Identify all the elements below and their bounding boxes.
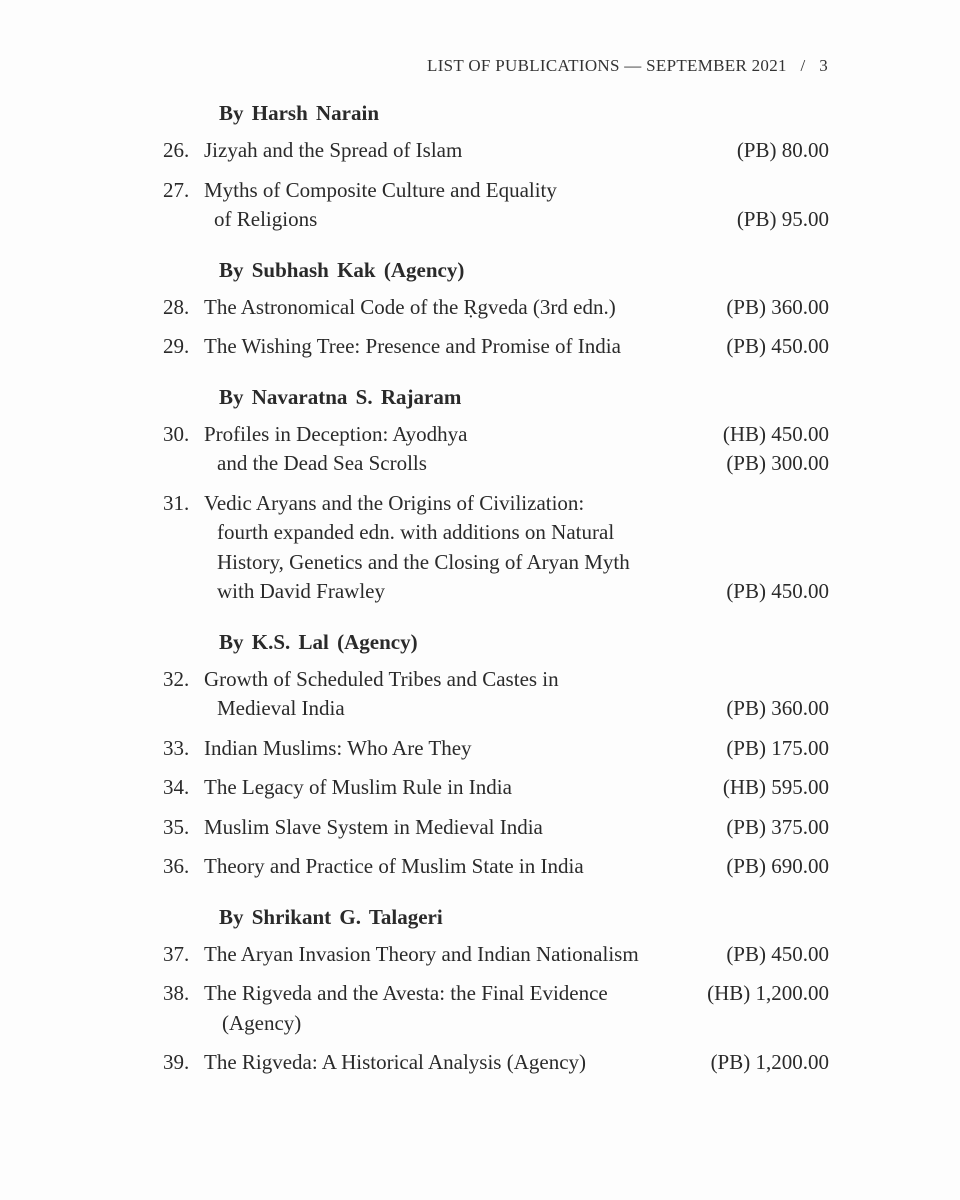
entry-price: (HB) 1,200.00 bbox=[707, 981, 829, 1005]
entry-number: 38. bbox=[163, 981, 190, 1005]
entry-title: and the Dead Sea Scrolls bbox=[217, 451, 427, 475]
entry-title: Profiles in Deception: Ayodhya bbox=[204, 421, 468, 446]
entry-title: The Legacy of Muslim Rule in India bbox=[204, 775, 512, 799]
entry-number: 26. bbox=[163, 138, 190, 162]
entry-number: 29. bbox=[163, 334, 190, 358]
entry-line bbox=[163, 489, 829, 519]
entry-title: Medieval India bbox=[217, 696, 345, 720]
publication-entry bbox=[163, 136, 829, 166]
entry-price: (PB) 375.00 bbox=[726, 814, 829, 839]
publication-entry bbox=[163, 1048, 829, 1078]
entry-title: Vedic Aryans and the Origins of Civilization: bbox=[204, 490, 585, 515]
entry-title: Muslim Slave System in Medieval India bbox=[204, 814, 543, 839]
entry-line bbox=[163, 1048, 829, 1078]
entry-title-wrap bbox=[163, 852, 584, 882]
entry-number: 36. bbox=[163, 854, 190, 878]
entry-title: of Religions bbox=[214, 207, 318, 231]
entry-line bbox=[163, 1009, 829, 1039]
entry-title-wrap bbox=[163, 548, 630, 578]
entry-title-wrap bbox=[163, 205, 317, 235]
entry-line bbox=[163, 979, 829, 1009]
entry-number: 27. bbox=[163, 177, 190, 202]
entry-title-wrap bbox=[163, 518, 614, 548]
entry-title-wrap bbox=[163, 940, 639, 970]
entry-title-wrap bbox=[163, 734, 472, 764]
entry-price: (PB) 450.00 bbox=[726, 334, 829, 358]
publication-list bbox=[163, 100, 829, 1088]
author-heading: By K.S. Lal (Agency) bbox=[219, 629, 418, 654]
entry-price: (HB) 450.00 bbox=[722, 421, 829, 446]
entry-title-wrap bbox=[163, 694, 345, 724]
entry-number: 31. bbox=[163, 490, 190, 515]
entry-title: Theory and Practice of Muslim State in India bbox=[204, 854, 584, 878]
entry-title: The Aryan Invasion Theory and Indian Nationalism bbox=[204, 941, 639, 966]
entry-title: Growth of Scheduled Tribes and Castes in bbox=[204, 666, 559, 691]
entry-number: 34. bbox=[163, 775, 190, 799]
header-separator: / bbox=[800, 56, 806, 75]
entry-price: (HB) 595.00 bbox=[722, 775, 829, 799]
author-section bbox=[163, 904, 829, 1078]
entry-title-wrap bbox=[163, 176, 557, 206]
entry-number: 30. bbox=[163, 421, 190, 446]
author-heading: By Shrikant G. Talageri bbox=[219, 904, 443, 929]
entry-title: Jizyah and the Spread of Islam bbox=[204, 138, 463, 162]
entry-title: Indian Muslims: Who Are They bbox=[204, 735, 472, 760]
entry-title-wrap bbox=[163, 449, 427, 479]
publication-entry bbox=[163, 332, 829, 362]
author-heading: By Navaratna S. Rajaram bbox=[219, 384, 462, 409]
entry-title: The Rigveda and the Avesta: the Final Evidence bbox=[204, 981, 608, 1005]
entry-line bbox=[163, 518, 829, 548]
entry-line bbox=[163, 813, 829, 843]
author-section bbox=[163, 257, 829, 362]
entry-title-wrap bbox=[163, 1009, 301, 1039]
entry-line bbox=[163, 332, 829, 362]
entry-price: (PB) 690.00 bbox=[726, 854, 829, 878]
entry-line bbox=[163, 694, 829, 724]
entry-line bbox=[163, 293, 829, 323]
entry-line bbox=[163, 577, 829, 607]
entry-price: (PB) 80.00 bbox=[736, 138, 829, 162]
publication-entry bbox=[163, 176, 829, 235]
entry-title-wrap bbox=[163, 293, 616, 323]
entry-price: (PB) 450.00 bbox=[726, 941, 829, 966]
publication-entry bbox=[163, 293, 829, 323]
entry-line bbox=[163, 136, 829, 166]
entry-title: The Wishing Tree: Presence and Promise of India bbox=[204, 334, 621, 358]
entry-price: (PB) 1,200.00 bbox=[710, 1050, 829, 1074]
publication-entry bbox=[163, 734, 829, 764]
author-section bbox=[163, 629, 829, 882]
publication-entry bbox=[163, 773, 829, 803]
entry-title: The Astronomical Code of the Ṛgveda (3rd edn.) bbox=[204, 294, 616, 319]
entry-title-wrap bbox=[163, 979, 608, 1009]
entry-title-wrap bbox=[163, 813, 543, 843]
entry-title: The Rigveda: A Historical Analysis (Agency) bbox=[204, 1050, 587, 1074]
entry-price: (PB) 95.00 bbox=[736, 207, 829, 231]
entry-line bbox=[163, 449, 829, 479]
publication-entry bbox=[163, 979, 829, 1038]
publication-entry bbox=[163, 420, 829, 479]
entry-number: 37. bbox=[163, 941, 190, 966]
author-heading: By Subhash Kak (Agency) bbox=[219, 257, 465, 282]
entry-line bbox=[163, 420, 829, 450]
entry-number: 33. bbox=[163, 735, 190, 760]
entry-title-wrap bbox=[163, 1048, 586, 1078]
entry-title-wrap bbox=[163, 136, 462, 166]
entry-line bbox=[163, 940, 829, 970]
publication-entry bbox=[163, 489, 829, 607]
entry-number: 28. bbox=[163, 294, 190, 319]
entry-line bbox=[163, 852, 829, 882]
entry-title: History, Genetics and the Closing of Aryan Myth bbox=[217, 549, 630, 574]
entry-line bbox=[163, 665, 829, 695]
entry-number: 32. bbox=[163, 666, 190, 691]
author-heading: By Harsh Narain bbox=[219, 101, 380, 125]
entry-price: (PB) 300.00 bbox=[726, 451, 829, 475]
entry-price: (PB) 175.00 bbox=[726, 735, 829, 760]
author-section bbox=[163, 384, 829, 607]
entry-title: Myths of Composite Culture and Equality bbox=[204, 177, 557, 202]
entry-title: with David Frawley bbox=[217, 579, 385, 603]
entry-title-wrap bbox=[163, 577, 385, 607]
entry-title-wrap bbox=[163, 773, 512, 803]
entry-price: (PB) 450.00 bbox=[726, 579, 829, 603]
page-number: 3 bbox=[819, 56, 828, 75]
entry-line bbox=[163, 548, 829, 578]
publication-entry bbox=[163, 852, 829, 882]
publication-entry bbox=[163, 940, 829, 970]
publication-entry bbox=[163, 665, 829, 724]
entry-number: 35. bbox=[163, 814, 190, 839]
entry-line bbox=[163, 773, 829, 803]
entry-price: (PB) 360.00 bbox=[726, 696, 829, 720]
entry-title-wrap bbox=[163, 420, 467, 450]
entry-title-wrap bbox=[163, 332, 621, 362]
entry-title: fourth expanded edn. with additions on Natural bbox=[217, 520, 615, 544]
author-section bbox=[163, 100, 829, 235]
entry-line bbox=[163, 176, 829, 206]
publication-entry bbox=[163, 813, 829, 843]
entry-title-wrap bbox=[163, 665, 559, 695]
entry-line bbox=[163, 205, 829, 235]
header-title: LIST OF PUBLICATIONS — SEPTEMBER 2021 bbox=[427, 56, 787, 75]
entry-number: 39. bbox=[163, 1050, 190, 1074]
entry-title-wrap bbox=[163, 489, 584, 519]
entry-line bbox=[163, 734, 829, 764]
page-header bbox=[427, 56, 828, 76]
entry-price: (PB) 360.00 bbox=[726, 294, 829, 319]
entry-title: (Agency) bbox=[222, 1010, 302, 1035]
